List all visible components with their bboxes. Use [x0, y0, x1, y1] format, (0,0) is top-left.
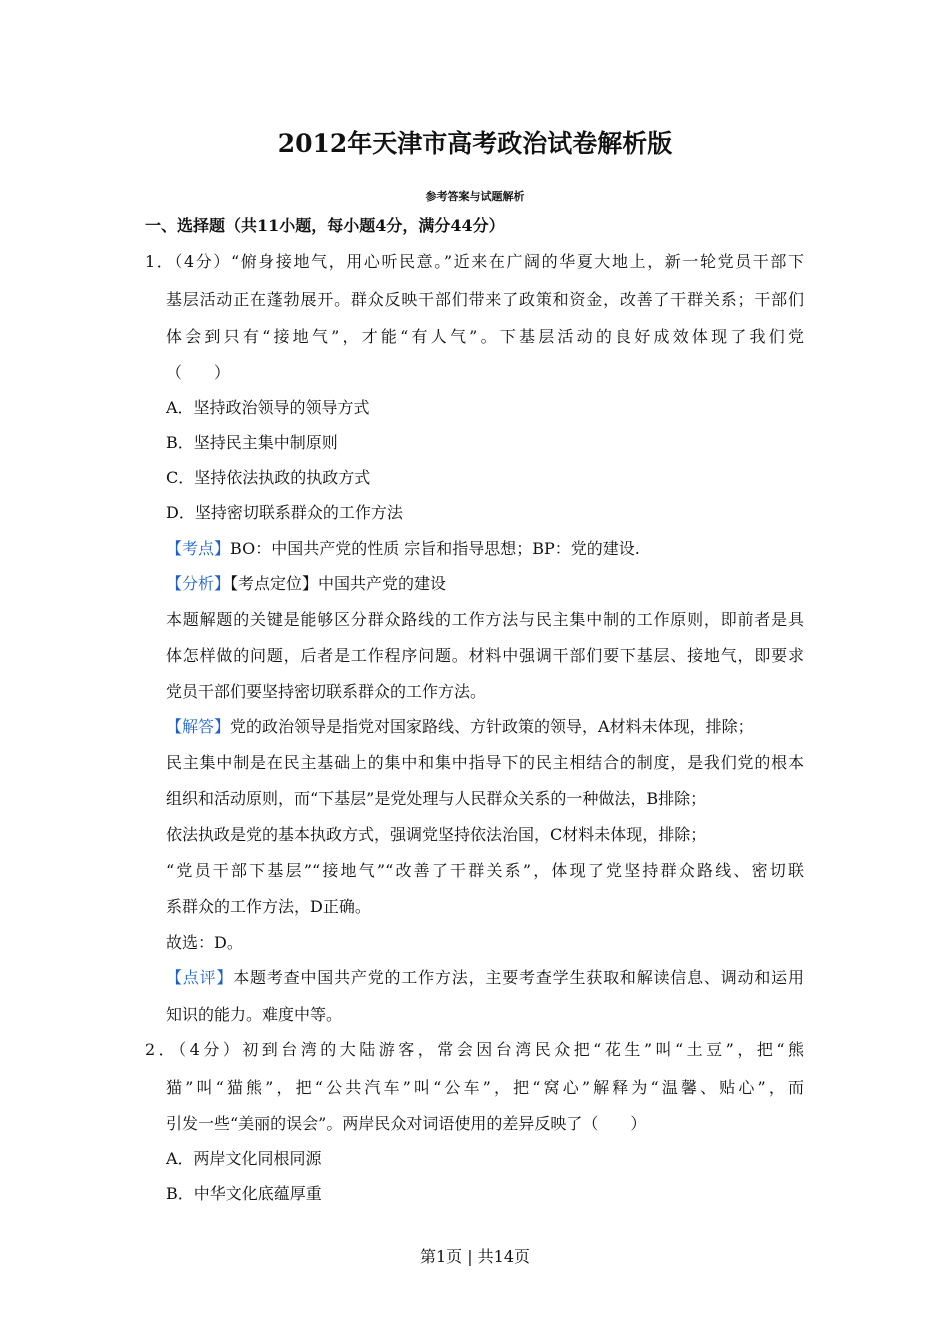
q2-stem-line: 2．（4分）初到台湾的大陆游客，常会因台湾民众把“花生”叫“土豆”，把“熊 — [145, 1040, 804, 1059]
q1-blank: （ ） — [166, 363, 231, 382]
q1-option-a: A．坚持政治领导的领导方式 — [166, 398, 370, 417]
jieda-tag: 【解答】 — [166, 717, 231, 736]
q2-option-a: A．两岸文化同根同源 — [166, 1149, 322, 1168]
answer-line: 故选：D。 — [166, 933, 243, 952]
jieda-body-line: “党员干部下基层”“接地气”“改善了干群关系”，体现了党坚持群众路线、密切联 — [166, 861, 804, 880]
fenxi-text: 【考点定位】中国共产党的建设 — [230, 574, 447, 593]
q1-stem-line: 体会到只有“接地气”，才能“有人气”。下基层活动的良好成效体现了我们党 — [166, 327, 804, 346]
q2-stem-line: 猫”叫“猫熊”，把“公共汽车”叫“公车”，把“窝心”解释为“温馨、贴心”，而 — [166, 1078, 804, 1097]
jieda-body-line: 民主集中制是在民主基础上的集中和集中指导下的民主相结合的制度，是我们党的根本 — [166, 753, 804, 772]
page-footer: 第1页 | 共14页 — [419, 1247, 531, 1266]
kaodian-tag: 【考点】 — [166, 539, 231, 558]
dianping-tag: 【点评】 — [166, 968, 234, 987]
fenxi-body-line: 体怎样做的问题，后者是工作程序问题。材料中强调干部们要下基层、接地气，即要求 — [166, 646, 804, 665]
jieda-body-line: 依法执政是党的基本执政方式，强调党坚持依法治国，C材料未体现，排除； — [166, 825, 707, 844]
section-heading: 一、选择题（共11小题，每小题4分，满分44分） — [145, 216, 505, 235]
jieda-body-line: 系群众的工作方法，D正确。 — [166, 897, 371, 916]
dianping-line: 知识的能力。难度中等。 — [166, 1005, 343, 1024]
jieda-body-line: 组织和活动原则，而“下基层”是党处理与人民群众关系的一种做法，B排除； — [166, 789, 707, 808]
fenxi-body-line: 党员干部们要坚持密切联系群众的工作方法。 — [166, 682, 487, 701]
q1-stem-line: 1．（4分）“俯身接地气，用心听民意。”近来在广阔的华夏大地上，新一轮党员干部下 — [145, 252, 804, 271]
q1-option-b: B．坚持民主集中制原则 — [166, 433, 338, 452]
fenxi-body-line: 本题解题的关键是能够区分群众路线的工作方法与民主集中制的工作原则，即前者是具 — [166, 610, 804, 629]
q2-option-b: B．中华文化底蕴厚重 — [166, 1184, 322, 1203]
jieda-text: 党的政治领导是指党对国家路线、方针政策的领导，A材料未体现，排除； — [230, 717, 754, 736]
q1-stem-line: 基层活动正在蓬勃展开。群众反映干部们带来了政策和资金，改善了干群关系；干部们 — [166, 290, 804, 309]
dianping-line — [166, 968, 804, 988]
subtitle: 参考答案与试题解析 — [425, 190, 525, 203]
jieda-line — [166, 717, 754, 737]
dianping-text: 本题考查中国共产党的工作方法，主要考查学生获取和解读信息、调动和运用 — [233, 968, 804, 987]
kaodian-text: BO：中国共产党的性质 宗旨和指导思想；BP：党的建设. — [230, 539, 640, 558]
q1-option-d: D．坚持密切联系群众的工作方法 — [166, 503, 403, 522]
fenxi-tag: 【分析】 — [166, 574, 231, 593]
kaodian-line — [166, 539, 640, 559]
q1-option-c: C．坚持依法执政的执政方式 — [166, 468, 371, 487]
page-title: 2012年天津市高考政治试卷解析版 — [277, 129, 673, 158]
fenxi-line — [166, 574, 446, 594]
q2-stem-line: 引发一些“美丽的误会”。两岸民众对词语使用的差异反映了（ ） — [166, 1114, 647, 1133]
